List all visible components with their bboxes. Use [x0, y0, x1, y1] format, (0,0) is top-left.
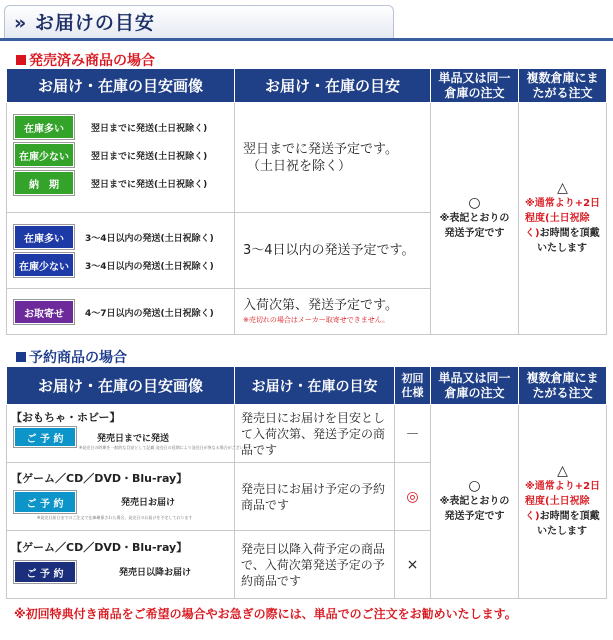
page-title	[14, 8, 155, 35]
col-header-single-text: 単品又は同一倉庫の注文	[438, 70, 511, 100]
col2-header-guide: お届け・在庫の目安	[235, 367, 395, 405]
preorder-row-games-later	[7, 531, 235, 599]
stock-low-text: 翌日までに発送(土日祝除く)	[91, 152, 208, 162]
triangle-symbol-2: △	[557, 463, 568, 479]
group1-desc-line1: 翌日までに発送予定です。	[243, 141, 398, 157]
single-line2: 発送予定です	[444, 228, 505, 239]
preorder-row-toys	[7, 405, 252, 463]
first-edition-3: ×	[395, 531, 431, 599]
header-underline	[0, 38, 613, 41]
group3-images	[7, 289, 235, 335]
preorder-small-2: ※発売日前日までのご注文で在庫確保された場合、発売日のお届けを予定しております	[37, 515, 193, 520]
chevron-icon: »	[14, 12, 28, 34]
section1-title: 発売済み商品の場合	[29, 53, 155, 69]
category-games: 【ゲーム／CD／DVD・Blu-ray】	[11, 472, 188, 485]
group1-description	[235, 103, 431, 213]
triangle-symbol: △	[557, 180, 568, 196]
preorder-row-games	[7, 463, 235, 531]
category-toys: 【おもちゃ・ホビー】	[11, 411, 121, 424]
group3-desc: 入荷次第、発送予定です。	[243, 298, 398, 313]
stock-low-badge-2: 在庫少ない	[14, 253, 74, 277]
preorder-badge-3: ご 予 約	[14, 561, 76, 583]
page-header	[0, 0, 613, 42]
multi2-black2: いたします	[537, 526, 587, 537]
preorder-desc-3: 発売日以降入荷予定の商品で、入荷次第発送予定の予約商品です	[235, 531, 395, 599]
circle-symbol: ○	[468, 195, 481, 211]
single2-line1: ※表記とおりの	[439, 496, 510, 507]
col2-header-single	[431, 367, 519, 405]
preorder-multi-order	[519, 405, 607, 599]
stock-high-text: 翌日までに発送(土日祝除く)	[91, 124, 208, 134]
multi2-black1: お時間を頂戴	[539, 511, 600, 522]
released-products-table	[6, 68, 607, 335]
order-in-badge: お取寄せ	[14, 300, 74, 324]
col2-header-first-text: 初回仕様	[401, 371, 424, 399]
group3-note: ※売切れの場合はメーカー取寄せできません。	[243, 316, 390, 324]
first-edition-2: ◎	[395, 463, 431, 531]
multi2-red2: 程度(土日祝除	[525, 496, 590, 507]
group2-images	[7, 213, 235, 289]
preorder-single-order	[431, 405, 519, 599]
col2-header-single-text: 単品又は同一倉庫の注文	[438, 370, 511, 400]
col-header-multi	[519, 69, 607, 103]
preorder-desc-1: 発売日にお届けを目安として入荷次第、発送予定の商品です	[235, 405, 395, 463]
multi-red2: 程度(土日祝除	[525, 213, 590, 224]
col-header-single	[431, 69, 519, 103]
multi-red1: ※通常より+2日	[525, 198, 601, 209]
multi2-red1: ※通常より+2日	[525, 481, 601, 492]
group1-images	[7, 103, 235, 213]
single-line1: ※表記とおりの	[439, 213, 510, 224]
stock-high-badge-2: 在庫多い	[14, 225, 74, 249]
preorder-desc-2: 発売日にお届け予定の予約商品です	[235, 463, 395, 531]
preorder-text-1: 発売日までに発送	[97, 434, 170, 444]
delivery-badge: 納 期	[14, 171, 74, 195]
col2-header-image: お届け・在庫の目安画像	[7, 367, 235, 405]
stock-low-text-2: 3～4日以内の発送(土日祝除く)	[85, 262, 214, 272]
multi2-red3: く)	[525, 511, 540, 522]
col-header-multi-text: 複数倉庫にまたがる注文	[526, 70, 599, 100]
group3-description	[235, 289, 431, 335]
group2-description: 3～4日以内の発送予定です。	[235, 213, 431, 289]
delivery-text: 翌日までに発送(土日祝除く)	[91, 180, 208, 190]
preorder-products-table	[6, 366, 607, 599]
preorder-text-3: 発売日以降お届け	[119, 568, 192, 578]
square-bullet-icon-2	[16, 352, 26, 362]
footer-note: ※初回特典付き商品をご希望の場合やお急ぎの際には、単品でのご注文をお勧めいたします。	[14, 607, 517, 621]
first-edition-1: －	[395, 405, 431, 463]
preorder-badge-2: ご 予 約	[14, 491, 76, 513]
single2-line2: 発送予定です	[444, 511, 505, 522]
col2-header-multi	[519, 367, 607, 405]
category-games-2: 【ゲーム／CD／DVD・Blu-ray】	[11, 541, 188, 554]
multi-black1: お時間を頂戴	[539, 228, 600, 239]
preorder-badge-1: ご 予 約	[14, 427, 76, 447]
released-single-order	[431, 103, 519, 335]
col-header-guide: お届け・在庫の目安	[235, 69, 431, 103]
section2-heading	[16, 347, 127, 367]
preorder-text-2: 発売日お届け	[121, 498, 176, 508]
multi-red3: く)	[525, 228, 540, 239]
stock-high-text-2: 3～4日以内の発送(土日祝除く)	[85, 234, 214, 244]
circle-symbol-2: ○	[468, 478, 481, 494]
stock-low-badge: 在庫少ない	[14, 143, 74, 167]
stock-high-badge: 在庫多い	[14, 115, 74, 139]
multi-black2: いたします	[537, 243, 587, 254]
col2-header-first	[395, 367, 431, 405]
col-header-image: お届け・在庫の目安画像	[7, 69, 235, 103]
square-bullet-icon	[16, 55, 26, 65]
col2-header-multi-text: 複数倉庫にまたがる注文	[526, 370, 599, 400]
released-multi-order	[519, 103, 607, 335]
section2-title: 予約商品の場合	[29, 350, 127, 366]
order-in-text: 4～7日以内の発送(土日祝除く)	[85, 309, 214, 319]
preorder-small-1: ※発売日の時期を一般的な目安として記載 発売日の延期により発送日が異なる場合がございます	[79, 445, 252, 450]
section1-heading	[16, 50, 155, 70]
group1-desc-line2: （土日祝を除く）	[247, 158, 352, 174]
page-title-text: お届けの目安	[34, 12, 155, 34]
